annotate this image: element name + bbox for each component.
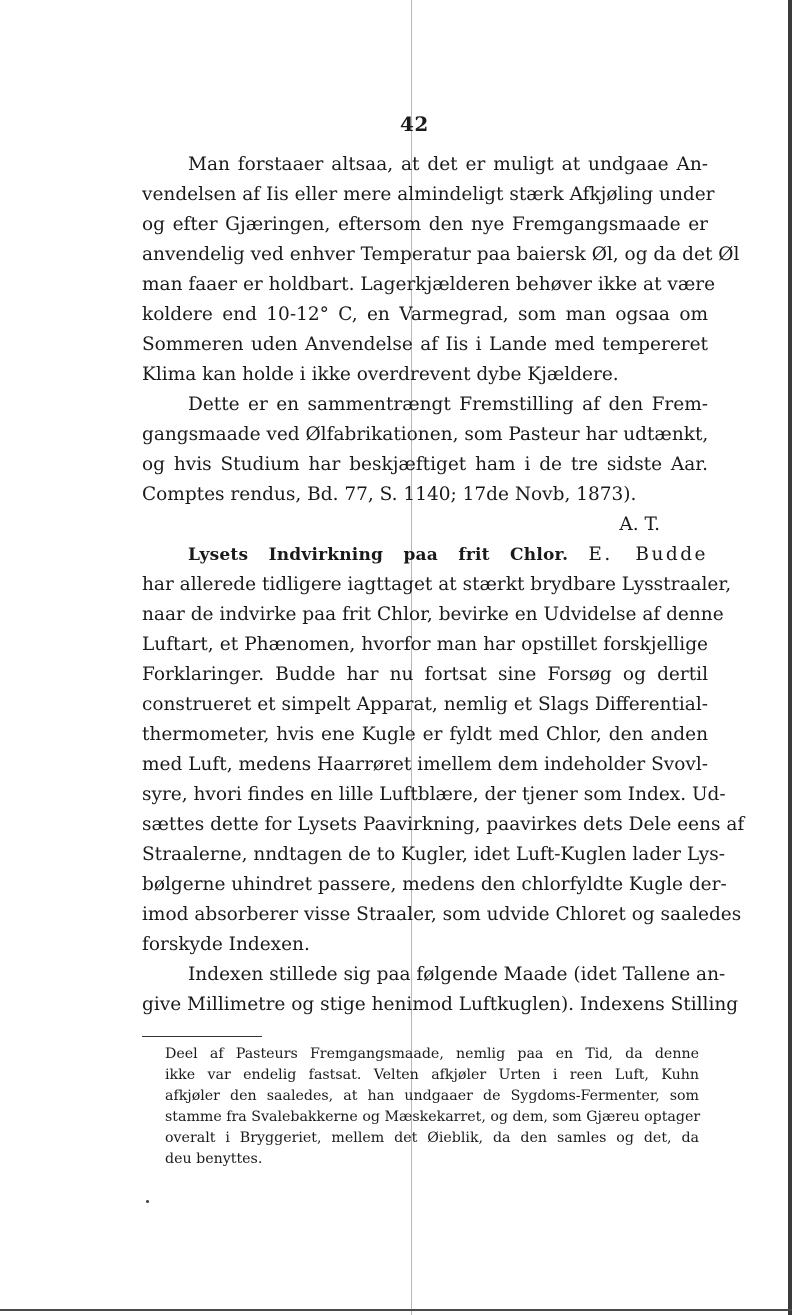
text-line: syre, hvori findes en lille Luftblære, der tjener som Index. Ud- — [142, 784, 726, 805]
text-line: bølgerne uhindret passere, medens den chlorfyldte Kugle der- — [142, 874, 727, 895]
scan-bottom-edge — [0, 1309, 792, 1311]
text-line: og hvis Studium har beskjæftiget ham i de tre sidste Aar. — [142, 454, 708, 475]
text-line: thermometer, hvis ene Kugle er fyldt med Chlor, den anden — [142, 724, 708, 745]
text-line: vendelsen af Iis eller mere almindeligt stærk Afkjøling under — [142, 184, 715, 205]
text-line: imod absorberer visse Straaler, som udvide Chloret og saaledes — [142, 904, 742, 925]
main-text — [142, 150, 745, 1020]
footnote-line: overalt i Bryggeriet, mellem det Øieblik, da den samles og det, da — [165, 1130, 699, 1146]
article-heading: Lysets Indvirkning paa frit Chlor. — [188, 545, 569, 565]
text-line: naar de indvirke paa frit Chlor, bevirke en Udvidelse af denne — [142, 604, 724, 625]
footnote-line: stamme fra Svalebakkerne og Mæskekarret, og dem, som Gjæreu optager — [165, 1109, 701, 1125]
text-line: med Luft, medens Haarrøret imellem dem indeholder Svovl- — [142, 754, 708, 775]
text-line: gangsmaade ved Ølfabrikationen, som Pasteur har udtænkt, — [142, 424, 709, 445]
text-line: Sommeren uden Anvendelse af Iis i Lande med tempereret — [142, 334, 708, 355]
text-line: Forklaringer. Budde har nu fortsat sine Forsøg og dertil — [142, 664, 708, 685]
article-author: E. Budde — [588, 544, 708, 565]
text-line: anvendelig ved enhver Temperatur paa baiersk Øl, og da det Øl — [142, 244, 740, 265]
text-line: har allerede tidligere iagttaget at stærkt brydbare Lysstraaler, — [142, 574, 732, 595]
footnote-line: Deel af Pasteurs Fremgangsmaade, nemlig paa en Tid, da denne — [165, 1046, 699, 1062]
text-line: Comptes rendus, Bd. 77, S. 1140; 17de Novb, 1873). — [142, 484, 637, 505]
text-line: man faaer er holdbart. Lagerkjælderen behøver ikke at være — [142, 274, 716, 295]
article-heading-line — [142, 540, 708, 570]
text-line: construeret et simpelt Apparat, nemlig et Slags Differential- — [142, 694, 708, 715]
text-line: Straalerne, nndtagen de to Kugler, idet Luft-Kuglen lader Lys- — [142, 844, 726, 865]
footnote-line: afkjøler den saaledes, at han undgaaer de Sygdoms-Fermenter, som — [165, 1088, 699, 1104]
text-line: Luftart, et Phænomen, hvorfor man har opstillet forskjellige — [142, 634, 708, 655]
ink-speck — [146, 1200, 149, 1203]
text-line: og efter Gjæringen, eftersom den nye Fremgangsmaade er — [142, 214, 708, 235]
text-line: Indexen stillede sig paa følgende Maade (idet Tallene an- — [188, 964, 726, 985]
text-line: give Millimetre og stige henimod Luftkuglen). Indexens Stilling — [142, 994, 739, 1015]
text-line: Klima kan holde i ikke overdrevent dybe Kjældere. — [142, 364, 619, 385]
text-line: forskyde Indexen. — [142, 934, 310, 955]
scan-right-edge — [788, 0, 792, 1315]
text-line: Man forstaaer altsaa, at det er muligt at undgaae An- — [188, 154, 708, 175]
text-line: Dette er en sammentrængt Fremstilling af den Frem- — [188, 394, 708, 415]
signature: A. T. — [619, 514, 660, 535]
footnote-line: deu benyttes. — [165, 1151, 263, 1167]
text-line: koldere end 10-12° C, en Varmegrad, som man ogsaa om — [142, 304, 708, 325]
footnote — [165, 1044, 699, 1170]
footnote-line: ikke var endelig fastsat. Velten afkjøler Urten i reen Luft, Kuhn — [165, 1067, 699, 1083]
footnote-rule — [142, 1036, 262, 1037]
page-number: 42 — [400, 112, 429, 136]
text-line: sættes dette for Lysets Paavirkning, paavirkes dets Dele eens af — [142, 814, 745, 835]
